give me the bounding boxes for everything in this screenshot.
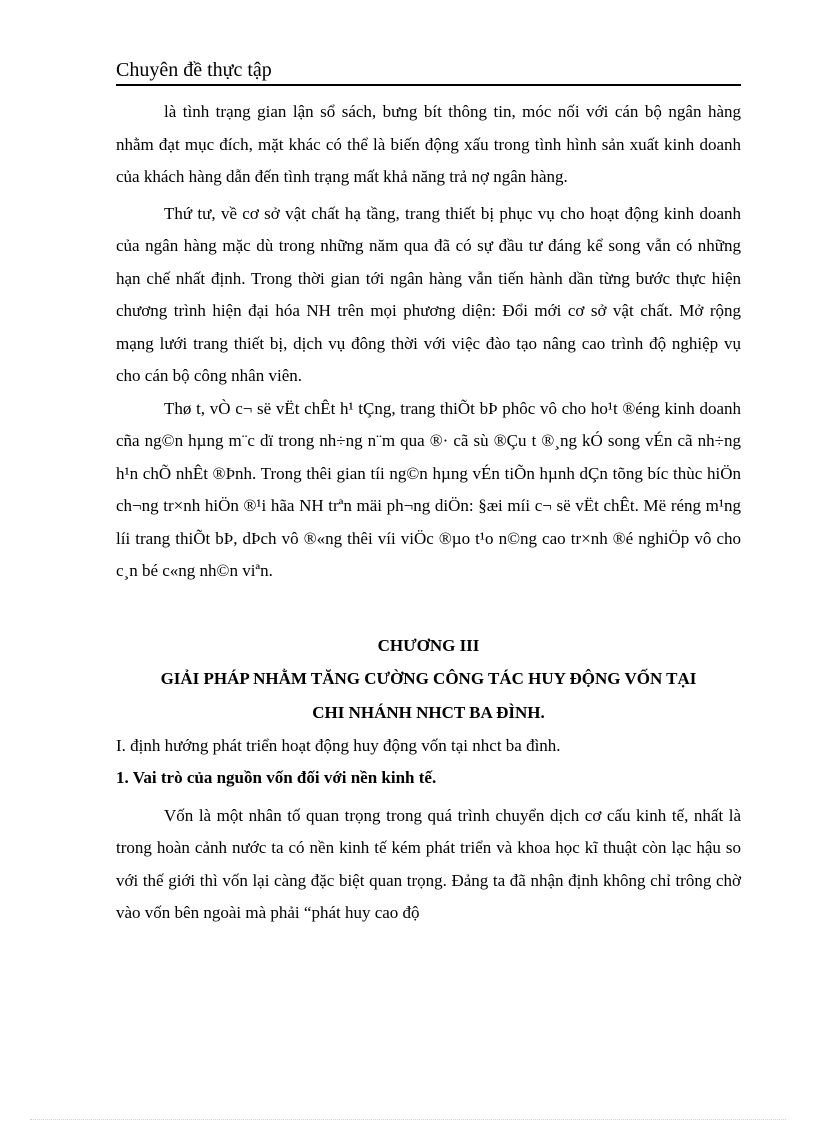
chapter-heading-line-2: CHI NHÁNH NHCT BA ĐÌNH. xyxy=(312,702,545,722)
chapter-heading-line-1: GIẢI PHÁP NHẰM TĂNG CƯỜNG CÔNG TÁC HUY ĐỘNG VỐN TẠI xyxy=(160,668,697,688)
chapter-title: CHƯƠNG III xyxy=(377,635,480,655)
paragraph-1: là tình trạng gian lận sổ sách, bưng bít thông tin, móc nối với cán bộ ngân hàng nhằm đạt mục đích, mặt khác có thể là biến động xấu trong tình hình sản xuất kinh doanh của khách hàng dẫn đến tình trạng mất khả năng trả nợ ngân hàng. xyxy=(116,102,741,186)
paragraph-3-garbled: Thø t, vÒ c¬ së vËt chÊt h¹ tÇng, trang thiÕt bÞ phôc vô cho ho¹t ®éng kinh doanh cña ng©n hµng m¨c dï trong nh÷ng n¨m qua ®· cã sù ®Çu t ®¸ng kÓ song vÉn cã nh÷ng h¹n chÕ nhÊt ®Þnh. Trong thêi gian tíi ng©n hµng vÉn tiÕn hµnh dÇn tõng bíc thùc hiÖn ch¬ng tr×nh hiÖn ®¹i hãa NH trªn mäi ph¬ng diÖn: §æi míi c¬ së vËt chÊt. Më réng m¹ng líi trang thiÕt bÞ, dÞch vô ®«ng thêi víi viÖc ®µo t¹o n©ng cao tr×nh ®é nghiÖp vô cho c¸n bé c«ng nh©n viªn. xyxy=(116,398,741,580)
footer-divider xyxy=(30,1119,786,1120)
paragraph-2: Thứ tư, về cơ sở vật chất hạ tầng, trang thiết bị phục vụ cho hoạt động kinh doanh của ngân hàng mặc dù trong những năm qua đã có sự đầu tư đáng kể song vẫn có những hạn chế nhất định. Trong thời gian tới ngân hàng vẫn tiến hành dần từng bước thực hiện chương trình hiện đại hóa NH trên mọi phương diện: Đổi mới cơ sở vật chất. Mở rộng mạng lưới trang thiết bị, dịch vụ đông thời với việc đào tạo nâng cao trình độ nghiệp vụ cho cán bộ công nhân viên. xyxy=(116,203,741,385)
header-title: Chuyên đề thực tập xyxy=(116,59,272,81)
document-body xyxy=(116,96,741,930)
subsection-heading-1: 1. Vai trò của nguồn vốn đối với nền kinh tế. xyxy=(116,767,437,787)
paragraph-4: Vốn là một nhân tố quan trọng trong quá trình chuyển dịch cơ cấu kinh tế, nhất là trong hoàn cảnh nước ta có nền kinh tế kém phát triển và khoa học kĩ thuật còn lạc hậu so với thế giới thì vốn lại càng đặc biệt quan trọng. Đảng ta đã nhận định không chỉ trông chờ vào vốn bên ngoài mà phải “phát huy cao độ xyxy=(116,805,741,922)
section-heading-1: I. định hướng phát triển hoạt động huy động vốn tại nhct ba đình. xyxy=(116,735,561,755)
page-header xyxy=(116,56,741,86)
